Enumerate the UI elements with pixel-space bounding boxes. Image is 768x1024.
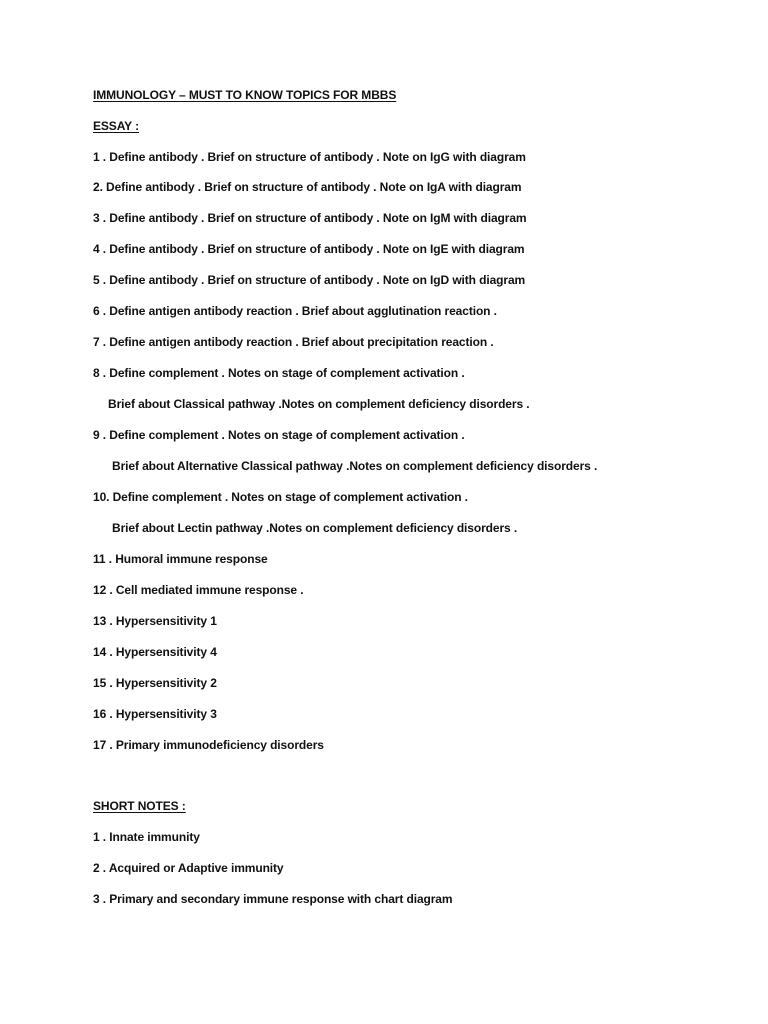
short-notes-heading: SHORT NOTES : — [93, 799, 186, 813]
essay-item: 14 . Hypersensitivity 4 — [93, 645, 217, 659]
essay-item: 9 . Define complement . Notes on stage of complement activation . — [93, 428, 465, 442]
essay-item: 17 . Primary immunodeficiency disorders — [93, 738, 324, 752]
essay-item: 15 . Hypersensitivity 2 — [93, 676, 217, 690]
essay-item: 2. Define antibody . Brief on structure of antibody . Note on IgA with diagram — [93, 180, 522, 194]
essay-item: 5 . Define antibody . Brief on structure of antibody . Note on IgD with diagram — [93, 273, 526, 287]
essay-item-continuation: Brief about Lectin pathway .Notes on complement deficiency disorders . — [112, 521, 518, 535]
short-note-item: 2 . Acquired or Adaptive immunity — [93, 861, 284, 875]
essay-item: 6 . Define antigen antibody reaction . Brief about agglutination reaction . — [93, 304, 497, 318]
essay-item: 3 . Define antibody . Brief on structure of antibody . Note on IgM with diagram — [93, 211, 527, 225]
essay-item: 12 . Cell mediated immune response . — [93, 583, 304, 597]
document-title: IMMUNOLOGY – MUST TO KNOW TOPICS FOR MBBS — [93, 88, 397, 102]
essay-item: 1 . Define antibody . Brief on structure of antibody . Note on IgG with diagram — [93, 150, 526, 164]
essay-item: 16 . Hypersensitivity 3 — [93, 707, 217, 721]
essay-item: 11 . Humoral immune response — [93, 552, 268, 566]
essay-item: 7 . Define antigen antibody reaction . Brief about precipitation reaction . — [93, 335, 494, 349]
essay-item: 8 . Define complement . Notes on stage of complement activation . — [93, 366, 465, 380]
essay-item: 13 . Hypersensitivity 1 — [93, 614, 217, 628]
essay-item: 4 . Define antibody . Brief on structure of antibody . Note on IgE with diagram — [93, 242, 525, 256]
essay-item-continuation: Brief about Classical pathway .Notes on complement deficiency disorders . — [108, 397, 530, 411]
essay-item-continuation: Brief about Alternative Classical pathway .Notes on complement deficiency disorders . — [112, 459, 598, 473]
short-note-item: 1 . Innate immunity — [93, 830, 200, 844]
essay-item: 10. Define complement . Notes on stage of complement activation . — [93, 490, 468, 504]
short-note-item: 3 . Primary and secondary immune response with chart diagram — [93, 892, 453, 906]
essay-heading: ESSAY : — [93, 119, 139, 133]
